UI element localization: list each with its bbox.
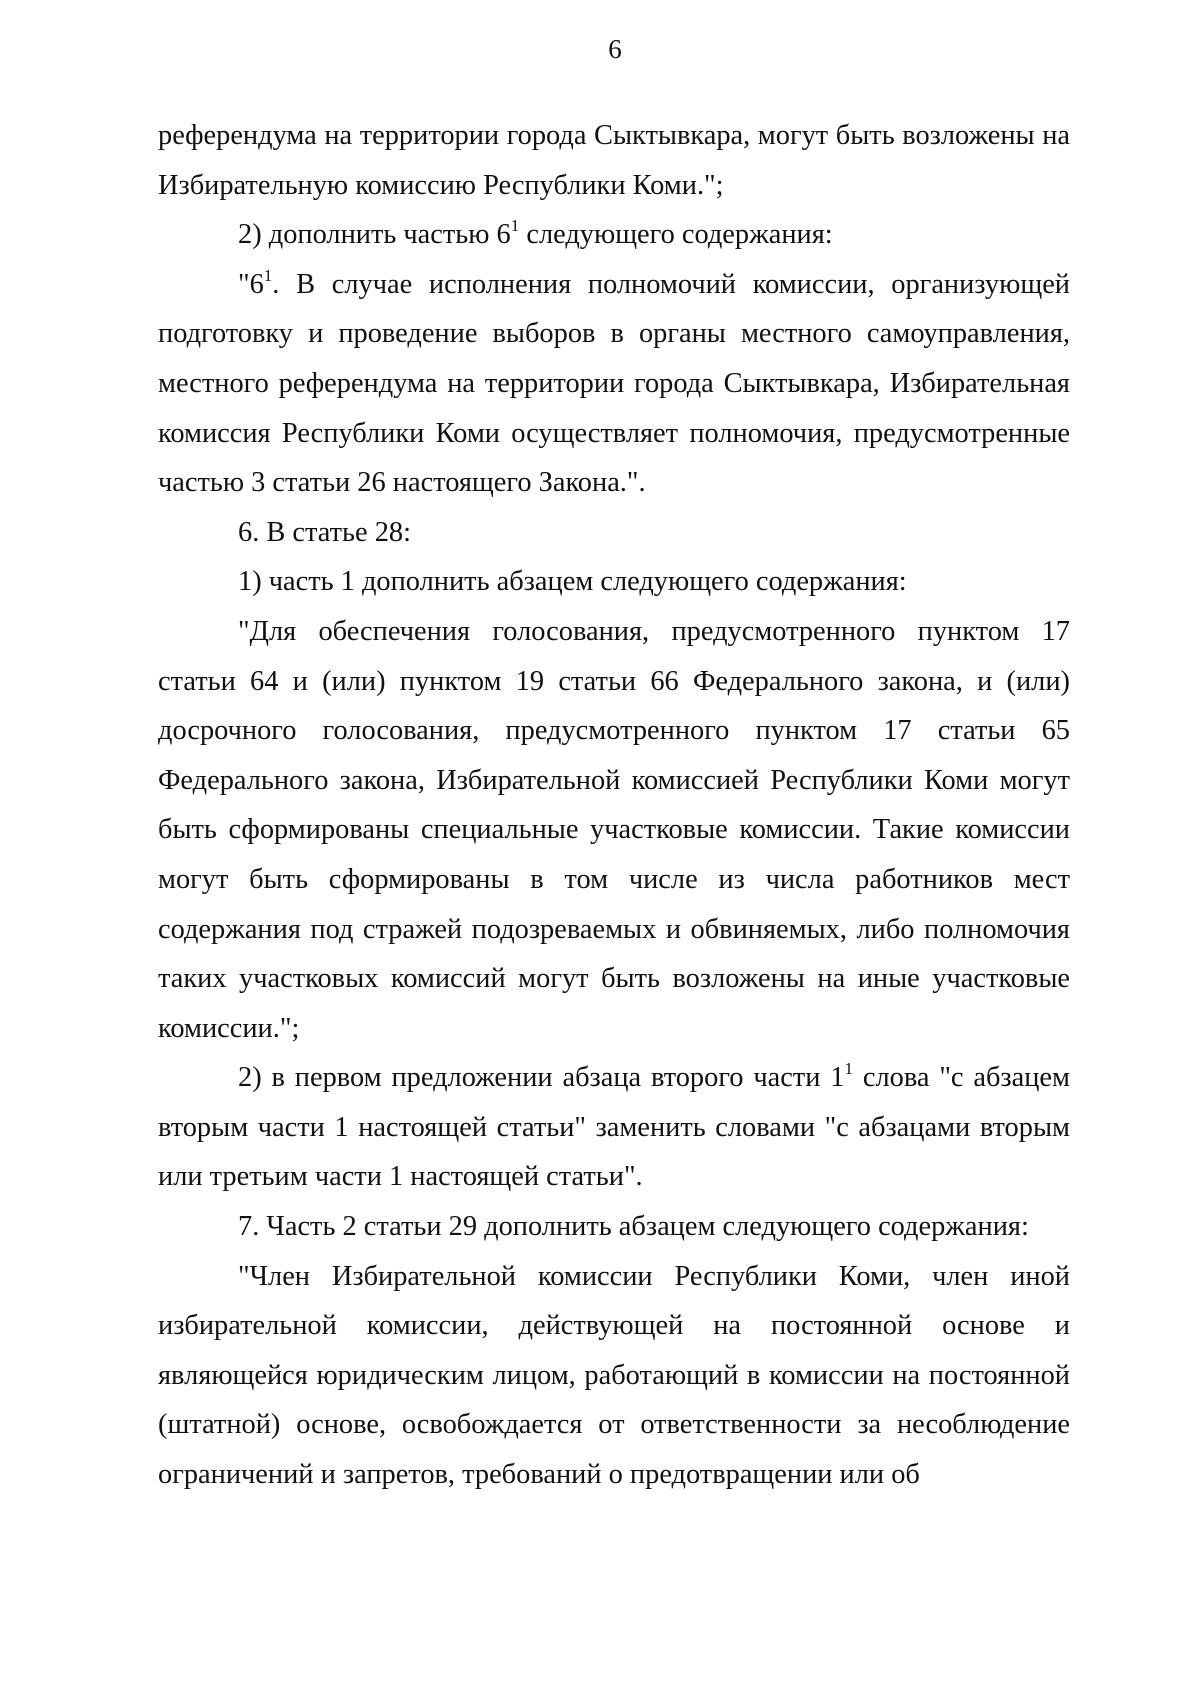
paragraph-text: . В случае исполнения полномочий комиссии, организующей подготовку и проведение выборов в органы местного самоуправления, местного референдума на территории города Сыктывкара, Избирательная комиссия Республики Коми осуществляет полномочия, предусмотренные частью 3 статьи 26 настоящего Закона.".	[158, 268, 1070, 499]
paragraph-item-2	[158, 210, 1070, 260]
superscript: 1	[844, 1059, 853, 1079]
paragraph-text: 2) в первом предложении абзаца второго части 1	[238, 1062, 845, 1094]
paragraph-text: 2) дополнить частью 6	[238, 219, 511, 251]
paragraph-quote-voting: "Для обеспечения голосования, предусмотренного пунктом 17 статьи 64 и (или) пунктом 19 статьи 66 Федерального закона, и (или) досрочного голосования, предусмотренного пунктом 17 статьи 65 Федерального закона, Избирательной комиссией Республики Коми могут быть сформированы специальные участковые комиссии. Такие комиссии могут быть сформированы в том числе из числа работников мест содержания под стражей подозреваемых и обвиняемых, либо полномочия таких участковых комиссий могут быть возложены на иные участковые комиссии.";	[158, 615, 1070, 1044]
paragraph-item-2-replace	[158, 1053, 1070, 1202]
paragraph-item-1: 1) часть 1 дополнить абзацем следующего содержания:	[238, 566, 907, 598]
document-body	[158, 111, 1070, 1500]
paragraph-quote-member: "Член Избирательной комиссии Республики Коми, член иной избирательной комиссии, действующей на постоянной основе и являющейся юридическим лицом, работающий в комиссии на постоянной (штатной) основе, освобождается от ответственности за несоблюдение ограничений и запретов, требований о предотвращении или об	[158, 1260, 1070, 1491]
paragraph-article-29: 7. Часть 2 статьи 29 дополнить абзацем следующего содержания:	[238, 1211, 1029, 1243]
paragraph-continuation: референдума на территории города Сыктывкара, могут быть возложены на Избирательную комиссию Республики Коми.";	[158, 120, 1070, 201]
superscript: 1	[263, 265, 273, 285]
paragraph-text: следующего содержания:	[519, 219, 833, 251]
page-number: 6	[608, 34, 622, 64]
superscript: 1	[510, 216, 520, 236]
paragraph-quote-6-1	[158, 260, 1070, 508]
paragraph-article-28: 6. В статье 28:	[238, 516, 411, 548]
paragraph-text: "6	[238, 268, 264, 300]
paragraph-text: слова "с абзацем вторым части 1 настоящей статьи" заменить словами "с абзацами вторым или третьим части 1 настоящей статьи".	[158, 1062, 1070, 1193]
